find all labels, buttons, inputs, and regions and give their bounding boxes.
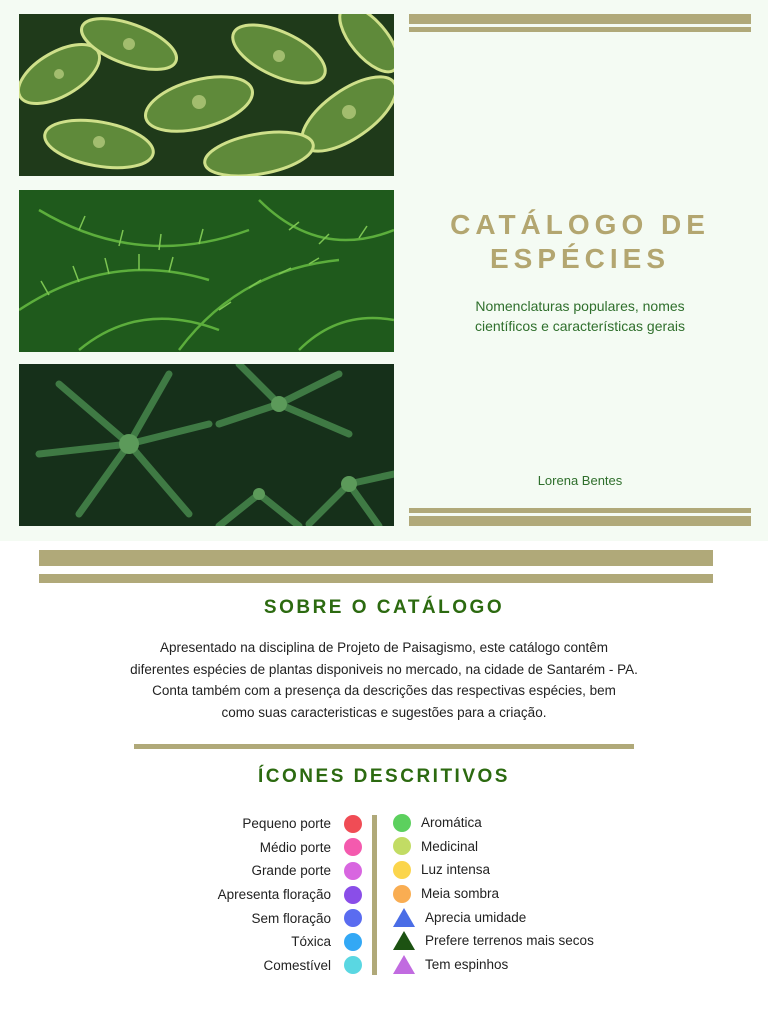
about-line: diferentes espécies de plantas disponiveis no mercado, na cidade de Santarém - PA. — [130, 661, 638, 677]
legend-item-toxica — [140, 930, 362, 954]
legend-item-apresenta-floracao — [140, 883, 362, 907]
cover-subtitle-line2: científicos e características gerais — [474, 318, 686, 334]
legend-label: Aromática — [421, 815, 482, 831]
legend-item-comestivel — [140, 954, 362, 978]
circle-icon — [344, 956, 362, 974]
legend-item-aromatica — [393, 811, 693, 835]
triangle-icon — [393, 931, 415, 950]
triangle-icon — [393, 908, 415, 927]
about-paragraph — [84, 637, 684, 723]
cover-title-line2: ESPÉCIES — [489, 243, 671, 274]
legend-label: Luz intensa — [421, 862, 491, 878]
decorative-bar-top — [409, 14, 751, 24]
cover-subtitle-line1: Nomenclaturas populares, nomes — [475, 298, 685, 314]
circle-icon — [393, 885, 411, 903]
circle-icon — [344, 909, 362, 927]
about-line: como suas caracteristicas e sugestões para a criação. — [221, 704, 547, 720]
legend-label: Tóxica — [291, 934, 331, 950]
legend-label: Comestível — [263, 957, 331, 973]
legend-label: Tem espinhos — [425, 956, 509, 972]
legend-item-pequeno-porte — [140, 812, 362, 836]
circle-icon — [344, 886, 362, 904]
icons-title: ÍCONES DESCRITIVOS — [258, 766, 510, 787]
about-line: Conta também com a presença da descrições das respectivas espécies, bem — [152, 683, 616, 698]
legend-item-meia-sombra — [393, 882, 693, 906]
photo-ferns — [19, 190, 394, 352]
legend-divider — [372, 815, 377, 975]
section-bar-thin — [39, 574, 713, 583]
legend-label: Pequeno porte — [242, 816, 331, 832]
circle-icon — [344, 862, 362, 880]
triangle-icon — [393, 955, 415, 974]
decorative-bar-bottom-thin — [409, 508, 751, 513]
legend-label: Aprecia umidade — [425, 909, 527, 925]
legend-item-grande-porte — [140, 859, 362, 883]
about-line: Apresentado na disciplina de Projeto de Paisagismo, este catálogo contêm — [159, 640, 609, 655]
decorative-bar-bottom — [409, 516, 751, 526]
legend-item-aprecia-umidade — [393, 905, 693, 929]
circle-icon — [393, 814, 411, 832]
legend-label: Apresenta floração — [217, 887, 331, 903]
circle-icon — [344, 838, 362, 856]
legend-item-luz-intensa — [393, 858, 693, 882]
legend-item-tem-espinhos — [393, 953, 693, 977]
legend-right-column — [393, 811, 693, 976]
cover-title-line1: CATÁLOGO DE — [450, 209, 710, 240]
legend-label: Sem floração — [251, 910, 331, 926]
section-divider — [134, 744, 634, 749]
legend-label: Prefere terrenos mais secos — [425, 933, 594, 949]
legend-item-medicinal — [393, 835, 693, 859]
circle-icon — [393, 837, 411, 855]
cover-author: Lorena Bentes — [537, 473, 623, 488]
cover-title — [409, 208, 751, 276]
circle-icon — [344, 933, 362, 951]
decorative-bar-top-thin — [409, 27, 751, 32]
legend-left-column — [140, 812, 362, 977]
legend-label: Grande porte — [251, 863, 331, 879]
legend-item-sem-floracao — [140, 906, 362, 930]
circle-icon — [344, 815, 362, 833]
legend-label: Médio porte — [259, 839, 331, 855]
about-title: SOBRE O CATÁLOGO — [263, 597, 505, 618]
legend-label: Meia sombra — [421, 886, 500, 902]
legend-item-medio-porte — [140, 836, 362, 860]
photo-dieffenbachia — [19, 14, 394, 176]
cover-subtitle — [409, 296, 751, 336]
legend-label: Medicinal — [421, 838, 479, 854]
circle-icon — [393, 861, 411, 879]
photo-agave — [19, 364, 394, 526]
legend-item-terrenos-secos — [393, 929, 693, 953]
section-bar-thick — [39, 550, 713, 566]
